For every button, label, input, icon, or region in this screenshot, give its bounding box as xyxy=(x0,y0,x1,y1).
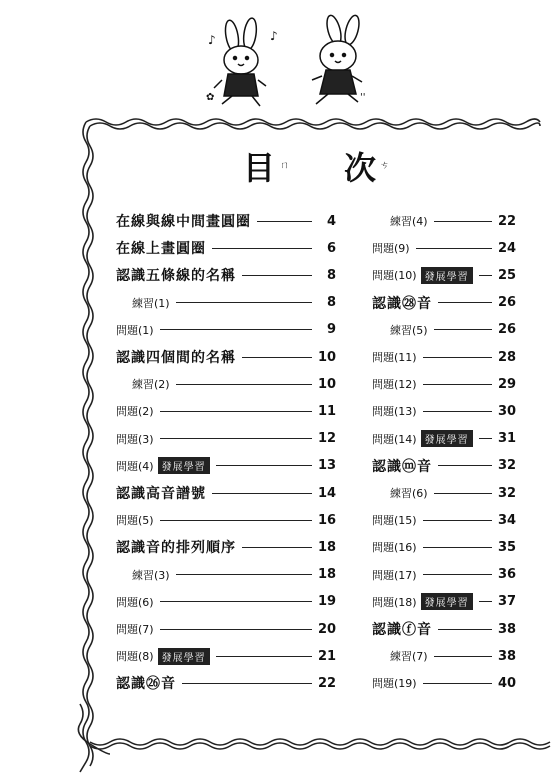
toc-entry-page-number: 32 xyxy=(498,485,517,501)
toc-entry[interactable] xyxy=(116,401,336,421)
toc-entry[interactable] xyxy=(390,320,516,340)
leader-line xyxy=(423,384,492,385)
toc-entry-label: 問題(19) xyxy=(372,677,417,691)
toc-entry-page-number: 26 xyxy=(498,322,517,338)
toc-entry-page-number: 24 xyxy=(498,240,517,256)
toc-entry-label: 認識高音譜號 xyxy=(116,486,206,502)
toc-entry[interactable] xyxy=(372,456,516,476)
advanced-learning-badge: 發展學習 xyxy=(421,593,473,610)
advanced-learning-badge: 發展學習 xyxy=(158,457,210,474)
toc-entry-page-number: 8 xyxy=(326,295,336,311)
toc-entry-page-number: 13 xyxy=(318,458,337,474)
toc-entry[interactable] xyxy=(372,347,516,367)
leader-line xyxy=(242,275,312,276)
toc-entry-page-number: 4 xyxy=(326,213,336,229)
toc-entry-label: 認識五條線的名稱 xyxy=(116,268,236,285)
toc-entry[interactable] xyxy=(116,673,336,693)
leader-line xyxy=(434,656,492,657)
toc-entry-label: 在線與線中間畫圓圈 xyxy=(116,214,251,230)
leader-line xyxy=(434,221,492,222)
toc-entry-page-number: 25 xyxy=(498,267,517,283)
toc-entry[interactable] xyxy=(116,429,336,449)
svg-text:✿: ✿ xyxy=(206,92,215,103)
toc-entry-label: 練習(3) xyxy=(132,568,170,582)
toc-entry-page-number: 35 xyxy=(498,539,517,555)
toc-entry[interactable] xyxy=(372,401,516,421)
toc-entry[interactable] xyxy=(372,374,516,394)
toc-entry-label: 問題(17) xyxy=(372,568,417,582)
leader-line xyxy=(434,329,492,330)
toc-entry-label: 問題(3) xyxy=(116,432,154,446)
toc-entry-label: 認識ⓕ音 xyxy=(372,622,432,638)
leader-line xyxy=(216,656,312,657)
toc-entry[interactable] xyxy=(372,565,516,585)
toc-entry[interactable] xyxy=(132,293,336,313)
toc-entry-page-number: 16 xyxy=(318,512,337,528)
toc-entry-label: 練習(4) xyxy=(390,215,428,228)
toc-entry-page-number: 22 xyxy=(498,213,517,229)
toc-entry-page-number: 34 xyxy=(498,512,517,528)
toc-entry-label: 問題(2) xyxy=(116,405,154,419)
toc-entry-page-number: 12 xyxy=(318,431,337,447)
leader-line xyxy=(182,683,312,684)
toc-entry-page-number: 11 xyxy=(318,403,337,419)
bunny-left-illustration xyxy=(206,17,278,106)
toc-entry[interactable] xyxy=(116,238,336,258)
toc-entry[interactable] xyxy=(116,646,336,666)
leader-line xyxy=(242,357,312,358)
toc-entry-label: 認識音的排列順序 xyxy=(116,540,236,557)
leader-line xyxy=(160,411,312,412)
toc-entry-label: 練習(6) xyxy=(390,487,428,500)
toc-entry[interactable] xyxy=(116,537,336,557)
toc-entry-label: 問題(15) xyxy=(372,514,417,528)
toc-entry-label: 問題(14) xyxy=(372,432,417,446)
toc-entry-label: 問題(6) xyxy=(116,595,154,609)
toc-entry-page-number: 18 xyxy=(318,567,337,583)
toc-entry-page-number: 14 xyxy=(318,485,337,501)
toc-entry[interactable] xyxy=(372,619,516,639)
title-char-2: 次 xyxy=(344,149,377,187)
toc-entry-label: 問題(11) xyxy=(372,351,417,364)
toc-entry-page-number: 21 xyxy=(318,648,337,664)
toc-entry-page-number: 22 xyxy=(318,675,337,691)
leader-line xyxy=(423,520,492,521)
toc-entry[interactable] xyxy=(116,320,336,340)
leader-line xyxy=(176,574,312,575)
toc-entry[interactable] xyxy=(116,265,336,285)
toc-entry[interactable] xyxy=(372,592,516,612)
toc-entry[interactable] xyxy=(390,646,516,666)
toc-entry[interactable] xyxy=(132,374,336,394)
toc-entry-label: 在線上畫圓圈 xyxy=(116,241,206,258)
toc-entry-page-number: 38 xyxy=(498,648,517,664)
toc-entry-page-number: 32 xyxy=(498,458,517,474)
toc-entry-page-number: 26 xyxy=(498,295,517,311)
leader-line xyxy=(242,547,312,548)
leader-line xyxy=(160,601,312,602)
toc-entry[interactable] xyxy=(132,565,336,585)
title-zhuyin-2: ㄘ xyxy=(380,161,390,171)
toc-entry[interactable] xyxy=(372,537,516,557)
toc-entry[interactable] xyxy=(372,238,516,258)
leader-line xyxy=(176,384,312,385)
leader-line xyxy=(160,438,312,439)
toc-entry[interactable] xyxy=(390,211,516,231)
toc-entry-label: 練習(7) xyxy=(390,650,428,664)
leader-line xyxy=(216,465,312,466)
leader-line xyxy=(212,493,312,494)
svg-text:♪: ♪ xyxy=(208,33,216,47)
toc-entry[interactable] xyxy=(116,483,336,503)
title-char-1: 目 xyxy=(243,149,276,187)
toc-entry-label: 認識四個間的名稱 xyxy=(116,350,236,366)
toc-entry-page-number: 20 xyxy=(318,621,337,637)
toc-entry-page-number: 29 xyxy=(498,376,517,392)
toc-entry-page-number: 28 xyxy=(498,349,517,365)
toc-entry-label: 問題(4) xyxy=(116,459,154,473)
toc-entry-label: 問題(16) xyxy=(372,541,417,555)
leader-line xyxy=(479,275,492,276)
toc-entry[interactable] xyxy=(116,510,336,530)
leader-line xyxy=(438,302,492,303)
toc-entry-page-number: 19 xyxy=(318,594,337,610)
toc-entry-page-number: 36 xyxy=(498,567,517,583)
leader-line xyxy=(434,493,492,494)
toc-entry-label: 問題(1) xyxy=(116,323,154,337)
leader-line xyxy=(479,601,492,602)
toc-entry-label: 認識㉘音 xyxy=(372,295,432,312)
toc-entry[interactable] xyxy=(372,265,516,285)
toc-entry[interactable] xyxy=(116,347,336,367)
toc-entry-page-number: 18 xyxy=(318,539,337,555)
leader-line xyxy=(438,465,492,466)
leader-line xyxy=(423,683,492,684)
toc-entry-page-number: 10 xyxy=(318,376,337,392)
leader-line xyxy=(479,438,492,439)
svg-text:'': '' xyxy=(360,92,366,103)
toc-entry[interactable] xyxy=(116,592,336,612)
toc-entry[interactable] xyxy=(372,429,516,449)
toc-entry-page-number: 6 xyxy=(326,240,336,256)
toc-entry-label: 問題(7) xyxy=(116,623,154,636)
toc-entry-label: 認識ⓜ音 xyxy=(372,458,432,475)
advanced-learning-badge: 發展學習 xyxy=(421,267,473,284)
toc-entry-page-number: 31 xyxy=(498,431,517,447)
toc-entry-page-number: 9 xyxy=(326,322,336,338)
toc-entry[interactable] xyxy=(372,673,516,693)
toc-entry-label: 練習(1) xyxy=(132,296,170,310)
toc-entry-label: 問題(9) xyxy=(372,242,410,256)
leader-line xyxy=(257,221,312,222)
toc-entry-page-number: 38 xyxy=(498,621,517,637)
leader-line xyxy=(416,248,492,249)
leader-line xyxy=(423,357,492,358)
advanced-learning-badge: 發展學習 xyxy=(158,648,210,665)
toc-entry-label: 問題(18) xyxy=(372,595,417,609)
leader-line xyxy=(160,629,312,630)
leader-line xyxy=(423,411,492,412)
leader-line xyxy=(160,329,312,330)
leader-line xyxy=(160,520,312,521)
toc-entry-label: 認識㉖音 xyxy=(116,676,176,693)
title-zhuyin-1: ㄇ xyxy=(280,161,290,171)
toc-entry[interactable] xyxy=(116,456,336,476)
leader-line xyxy=(423,574,492,575)
toc-entry[interactable] xyxy=(116,211,336,231)
leader-line xyxy=(212,248,312,249)
toc-entry[interactable] xyxy=(372,293,516,313)
toc-entry-page-number: 8 xyxy=(326,267,336,283)
toc-entry-page-number: 37 xyxy=(498,594,517,610)
toc-entry[interactable] xyxy=(372,510,516,530)
toc-entry-label: 問題(5) xyxy=(116,514,154,528)
bunny-right-illustration xyxy=(312,14,366,104)
toc-entry-page-number: 10 xyxy=(318,349,337,365)
toc-entry-label: 問題(13) xyxy=(372,405,417,419)
toc-entry-label: 問題(8) xyxy=(116,650,154,664)
toc-entry-page-number: 40 xyxy=(498,675,517,691)
toc-entry[interactable] xyxy=(390,483,516,503)
toc-entry[interactable] xyxy=(116,619,336,639)
toc-entry-page-number: 30 xyxy=(498,403,517,419)
toc-entry-label: 練習(2) xyxy=(132,378,170,392)
toc-title xyxy=(0,148,560,198)
leader-line xyxy=(438,629,492,630)
leader-line xyxy=(176,302,312,303)
leader-line xyxy=(423,547,492,548)
toc-entry-label: 問題(12) xyxy=(372,378,417,392)
svg-text:♪: ♪ xyxy=(270,29,278,43)
toc-entry-label: 練習(5) xyxy=(390,323,428,337)
toc-entry-label: 問題(10) xyxy=(372,269,417,283)
advanced-learning-badge: 發展學習 xyxy=(421,430,473,447)
